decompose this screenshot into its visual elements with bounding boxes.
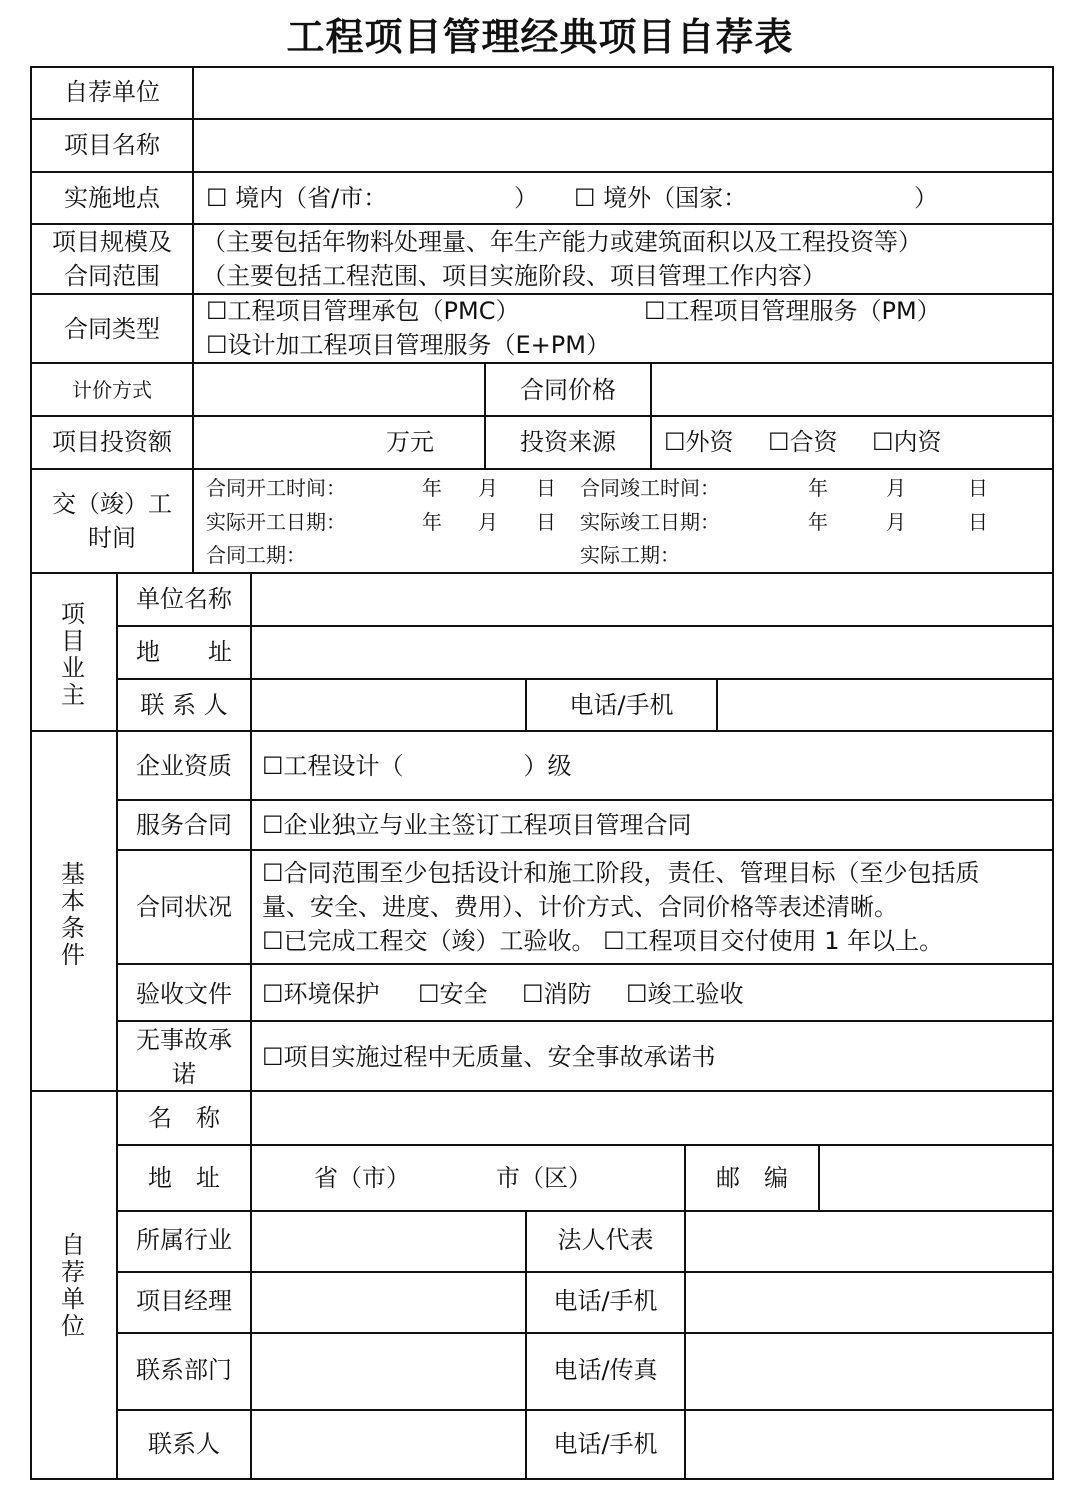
row-line [116,625,1054,627]
row-line [30,171,1054,173]
label-contract-type: 合同类型 [64,315,160,343]
section-self: 自 荐 单 位 [61,1231,85,1340]
label-time-1: 交（竣）工 [52,490,172,518]
row-line [30,293,1054,295]
year-label: 年 [422,510,442,534]
contract-period-label: 合同工期： [206,543,306,567]
label-dept: 联系部门 [136,1356,232,1384]
status-line-2: 量、安全、进度、费用）、计价方式、合同价格等表述清晰。 [262,893,898,921]
frame-bottom [30,1478,1054,1480]
checkbox-service[interactable]: ☐企业独立与业主签订工程项目管理合同 [262,811,692,839]
label-service: 服务合同 [136,811,232,839]
day-label: 日 [536,510,556,534]
label-legal: 法人代表 [557,1226,654,1254]
label-no-accident-2: 诺 [172,1060,196,1088]
label-phone1: 电话/手机 [553,1287,658,1315]
col-line [684,1210,686,1480]
overseas-close: ） [914,184,938,212]
label-fax: 电话/传真 [553,1356,658,1384]
col-line [716,678,718,731]
section-owner: 项 目 业 主 [61,600,85,709]
label-phone2: 电话/手机 [553,1430,658,1458]
label-acceptance: 验收文件 [136,980,232,1008]
scale-hint-2: （主要包括工程范围、项目实施阶段、项目管理工作内容） [202,262,826,290]
col-line [650,363,652,469]
row-line [116,1332,1054,1334]
row-line [116,1210,1054,1212]
row-line [30,362,1054,364]
year-label: 年 [422,476,442,500]
label-status: 合同状况 [136,893,232,921]
checkbox-epm[interactable]: ☐设计加工程项目管理服务（E+PM） [206,331,610,359]
label-time-2: 时间 [88,524,136,552]
label-manager: 项目经理 [136,1287,232,1315]
col-line [192,66,194,573]
checkbox-fire[interactable]: ☐消防 [522,980,592,1008]
label-owner-name: 单位名称 [136,585,232,613]
row-line [116,1144,1054,1146]
day-label: 日 [968,476,988,500]
checkbox-completion[interactable]: ☐竣工验收 [626,980,744,1008]
row-line [30,415,1054,417]
contract-end-label: 合同竣工时间： [580,476,720,500]
domestic-close: ） [514,184,538,212]
row-line [116,849,1054,851]
row-line [116,678,1054,680]
label-industry: 所属行业 [136,1226,232,1254]
row-line [30,468,1054,470]
actual-end-label: 实际竣工日期： [580,510,720,534]
checkbox-env[interactable]: ☐环境保护 [262,980,380,1008]
section-basic: 基 本 条 件 [61,860,85,969]
page-title: 工程项目管理经典项目自荐表 [286,15,794,59]
label-pricing: 计价方式 [72,378,152,402]
checkbox-pmc[interactable]: ☐工程项目管理承包（PMC） [206,297,520,325]
year-label: 年 [808,476,828,500]
checkbox-joint[interactable]: ☐合资 [768,428,838,456]
row-line [30,572,1054,574]
checkbox-status-scope[interactable]: ☐合同范围至少包括设计和施工阶段，责任、管理目标（至少包括质 [262,859,980,887]
actual-start-label: 实际开工日期： [206,510,346,534]
label-location: 实施地点 [64,184,160,212]
label-scale-2: 合同范围 [64,262,160,290]
checkbox-safety[interactable]: ☐安全 [418,980,488,1008]
application-form [30,66,1054,1480]
row-line [116,1409,1054,1411]
checkbox-pm[interactable]: ☐工程项目管理服务（PM） [644,297,941,325]
label-self-contact: 联系人 [148,1430,220,1458]
label-contract-price: 合同价格 [520,376,616,404]
row-line [116,1020,1054,1022]
row-line [116,1271,1054,1273]
month-label: 月 [886,510,906,534]
label-investment-source: 投资来源 [520,428,616,456]
checkbox-domestic[interactable]: ☐ 境内（省/市： [206,184,388,212]
investment-unit: 万元 [386,428,434,456]
contract-start-label: 合同开工时间： [206,476,346,500]
label-unit: 自荐单位 [64,78,160,106]
label-project-name: 项目名称 [64,131,160,159]
label-investment: 项目投资额 [52,428,172,456]
label-postcode: 邮 编 [716,1164,788,1192]
month-label: 月 [478,476,498,500]
label-owner-address: 地 址 [136,638,232,666]
row-line [30,118,1054,120]
year-label: 年 [808,510,828,534]
label-owner-contact: 联 系 人 [140,691,228,719]
month-label: 月 [886,476,906,500]
row-line [30,730,1054,732]
label-province: 省（市） [314,1164,410,1192]
label-self-address: 地 址 [148,1164,220,1192]
frame-top [30,66,1054,68]
day-label: 日 [968,510,988,534]
label-owner-phone: 电话/手机 [569,691,674,719]
checkbox-domestic-capital[interactable]: ☐内资 [872,428,942,456]
col-line [250,573,252,1480]
label-self-name: 名 称 [148,1104,220,1132]
row-line [30,1090,1054,1092]
checkbox-overseas[interactable]: ☐ 境外（国家： [574,184,748,212]
label-scale-1: 项目规模及 [52,228,172,256]
row-line [116,799,1054,801]
checkbox-status-complete[interactable]: ☐已完成工程交（竣）工验收。 ☐工程项目交付使用 1 年以上。 [262,927,944,955]
col-line [818,1144,820,1211]
row-line [30,223,1054,225]
checkbox-foreign[interactable]: ☐外资 [664,428,734,456]
checkbox-qualification[interactable]: ☐工程设计（ ）级 [262,752,572,780]
label-qualification: 企业资质 [136,752,232,780]
row-line [116,963,1054,965]
actual-period-label: 实际工期： [580,543,680,567]
label-no-accident-1: 无事故承 [136,1026,232,1054]
label-city: 市（区） [496,1164,592,1192]
scale-hint-1: （主要包括年物料处理量、年生产能力或建筑面积以及工程投资等） [202,228,922,256]
day-label: 日 [536,476,556,500]
checkbox-no-accident[interactable]: ☐项目实施过程中无质量、安全事故承诺书 [262,1043,716,1071]
month-label: 月 [478,510,498,534]
frame-right [1052,66,1054,1480]
